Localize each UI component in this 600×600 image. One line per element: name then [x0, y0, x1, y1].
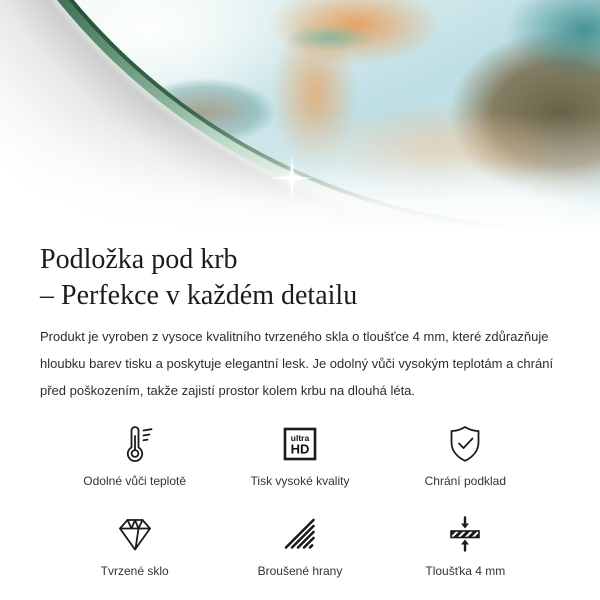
- feature-tempered-glass: [52, 511, 217, 579]
- page-title: [40, 242, 560, 314]
- feature-label: Chrání podklad: [424, 474, 507, 488]
- feature-heat-resistant: [52, 421, 217, 489]
- ultra-hd-text-bottom: HD: [290, 441, 310, 457]
- product-hero-image: [0, 0, 600, 238]
- feature-high-quality-print: [217, 421, 382, 489]
- page-title-line2: – Perfekce v každém detailu: [40, 280, 358, 311]
- thermometer-icon: [112, 421, 158, 467]
- feature-label: Broušené hrany: [257, 564, 343, 578]
- bottom-white-fade: [0, 113, 600, 238]
- feature-protects-surface: [383, 421, 548, 489]
- shield-check-icon: [442, 421, 488, 467]
- product-description: Produkt je vyroben z vysoce kvalitního tvrzeného skla o tloušťce 4 mm, které zdůrazňuje hloubku barev tisku a poskytuje elegantní lesk. Je odolný vůči vysokým teplotám a chrání před poškozením, takže zajistí prostor kolem krbu na dlouhá léta.: [40, 329, 554, 398]
- feature-label: Tisk vysoké kvality: [250, 474, 350, 488]
- feature-thickness-4mm: [383, 511, 548, 579]
- feature-polished-edges: [217, 511, 382, 579]
- ultra-hd-text-top: ultra: [290, 433, 310, 443]
- feature-label: Tloušťka 4 mm: [425, 564, 506, 578]
- content-block: [0, 238, 600, 579]
- thickness-icon: [442, 511, 488, 557]
- ultra-hd-icon: [277, 421, 323, 467]
- page-title-line1: Podložka pod krb: [40, 244, 238, 275]
- diamond-icon: [112, 511, 158, 557]
- polished-edges-icon: [277, 511, 323, 557]
- feature-label: Tvrzené sklo: [100, 564, 169, 578]
- feature-label: Odolné vůči teplotě: [83, 474, 187, 488]
- feature-grid: [40, 421, 560, 579]
